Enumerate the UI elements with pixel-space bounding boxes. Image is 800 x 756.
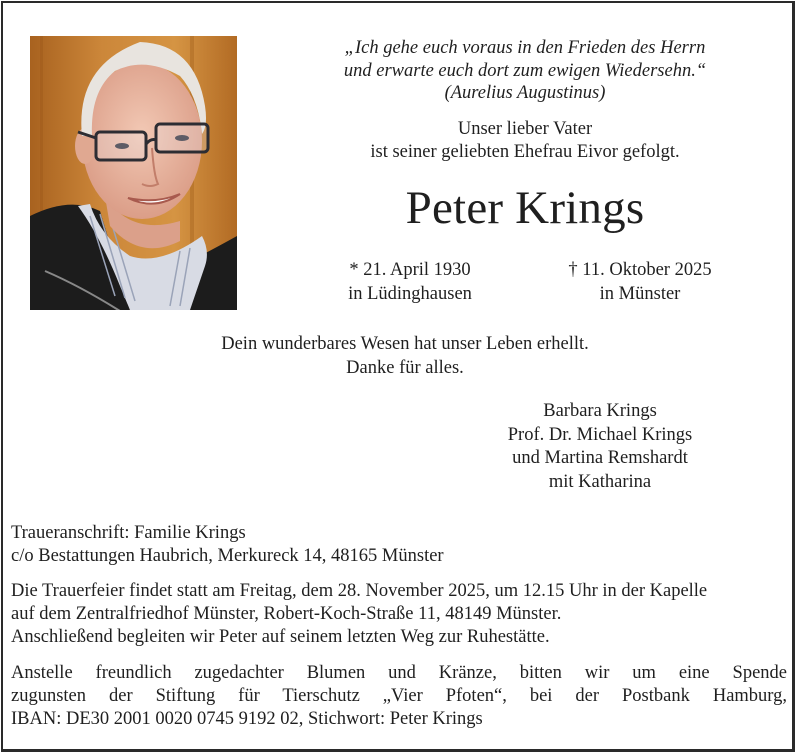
death-block [545, 258, 735, 306]
tribute-block [180, 333, 630, 380]
death-date: † 11. Oktober 2025 [568, 260, 712, 280]
family-member: mit Katharina [548, 471, 652, 492]
address-line-1: Traueranschrift: Familie Krings [11, 523, 246, 543]
ceremony-line-1: Die Trauerfeier findet statt am Freitag, dem 28. November 2025, um 12.15 Uhr in der Kapelle [11, 581, 708, 601]
ceremony-line-3: Anschließend begleiten wir Peter auf seinem letzten Weg zur Ruhestätte. [11, 627, 550, 648]
donation-line-3: IBAN: DE30 2001 0020 0745 9192 02, Stichwort: Peter Krings [11, 709, 483, 730]
intro-line-2: ist seiner geliebten Ehefrau Eivor gefolgt. [370, 142, 680, 162]
donation-info [11, 662, 787, 732]
family-member: Barbara Krings [543, 401, 657, 421]
quote-block [300, 37, 750, 105]
ceremony-line-2: auf dem Zentralfriedhof Münster, Robert-Koch-Straße 11, 48149 Münster. [11, 604, 562, 625]
donation-line-1: Anstelle freundlich zugedachter Blumen und Kränze, bitten wir um eine Spende [11, 663, 787, 683]
portrait-illustration [30, 36, 237, 310]
family-member: Prof. Dr. Michael Krings [507, 424, 693, 445]
death-place: in Münster [599, 284, 681, 304]
quote-line-1: „Ich gehe euch voraus in den Frieden des Herrn [344, 38, 706, 58]
tribute-line-2: Danke für alles. [346, 357, 464, 378]
intro-block [300, 118, 750, 164]
quote-author: (Aurelius Augustinus) [444, 83, 606, 103]
birth-date: * 21. April 1930 [349, 260, 471, 280]
family-member: und Martina Remshardt [512, 448, 688, 468]
family-signatures [470, 400, 730, 494]
donation-line-2: zugunsten der Stiftung für Tierschutz „Vier Pfoten“, bei der Postbank Hamburg, [11, 686, 787, 707]
birth-block [320, 258, 500, 306]
deceased-name: Peter Krings [405, 182, 645, 234]
intro-line-1: Unser lieber Vater [457, 119, 593, 139]
mourning-address [11, 522, 787, 568]
address-line-2: c/o Bestattungen Haubrich, Merkureck 14, 48165 Münster [11, 546, 444, 567]
quote-line-2: und erwarte euch dort zum ewigen Wiedersehn.“ [343, 60, 707, 81]
ceremony-info [11, 580, 787, 650]
tribute-line-1: Dein wunderbares Wesen hat unser Leben erhellt. [221, 334, 589, 354]
birth-place: in Lüdinghausen [348, 284, 472, 304]
portrait-photo [30, 36, 237, 310]
